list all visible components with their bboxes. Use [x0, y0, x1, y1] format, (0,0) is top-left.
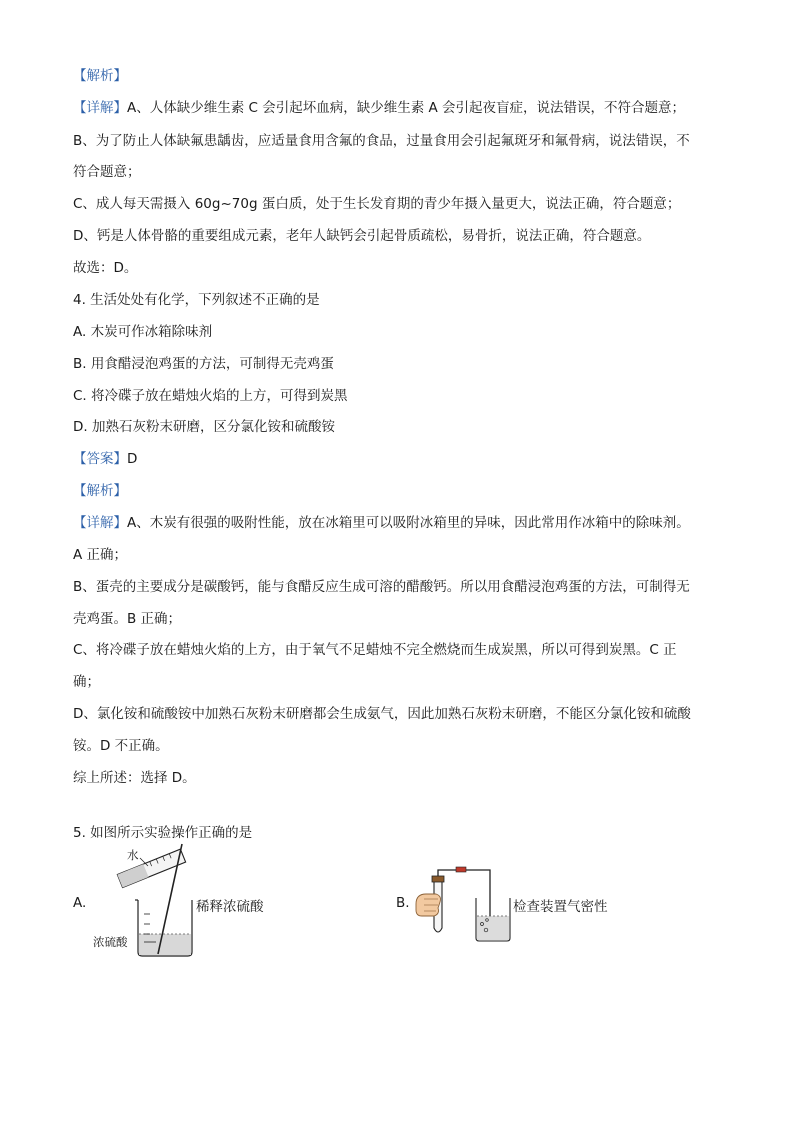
question-4-stem: 4. 生活处处有化学，下列叙述不正确的是 — [73, 292, 320, 308]
q4-detail-line-2: A 正确； — [73, 547, 128, 563]
question-4-option-c: C. 将冷碟子放在蜡烛火焰的上方，可得到炭黑 — [73, 388, 348, 404]
question-4-option-a: A. 木炭可作冰箱除味剂 — [73, 324, 213, 340]
option-b-caption: 检查装置气密性 — [513, 899, 608, 915]
q4-summary: 综上所述：选择 D。 — [73, 770, 196, 786]
q4-detail-line-1 — [73, 513, 690, 533]
analysis-heading-1: 【解析】 — [73, 68, 127, 84]
q4-detail-line-8: 铵。D 不正确。 — [73, 738, 169, 754]
question-5-stem: 5. 如图所示实验操作正确的是 — [73, 825, 253, 841]
q4-detail-line-7: D、氯化铵和硫酸铵中加熟石灰粉末研磨都会生成氨气，因此加熟石灰粉末研磨，不能区分氯化铵和硫酸 — [73, 706, 691, 722]
airtightness-figure — [412, 864, 512, 944]
detail-line-5: D、钙是人体骨骼的重要组成元素，老年人缺钙会引起骨质疏松，易骨折，说法正确，符合题意。 — [73, 228, 651, 244]
detail-line-1 — [73, 98, 685, 118]
detail-text: A、木炭有很强的吸附性能，放在冰箱里可以吸附冰箱里的异味，因此常用作冰箱中的除味剂。 — [127, 515, 690, 531]
q4-detail-line-5: C、将冷碟子放在蜡烛火焰的上方，由于氧气不足蜡烛不完全燃烧而生成炭黑，所以可得到炭黑。C 正 — [73, 642, 677, 658]
rubber-joint-icon — [456, 867, 466, 872]
detail-line-2: B、为了防止人体缺氟患龋齿，应适量食用含氟的食品，过量食用会引起氟斑牙和氟骨病，说法错误，不 — [73, 133, 690, 149]
detail-tag: 【详解】 — [73, 100, 127, 116]
detail-tag: 【详解】 — [73, 515, 127, 531]
q4-detail-line-6: 确； — [73, 674, 100, 690]
choice-conclusion: 故选：D。 — [73, 260, 138, 276]
water-label: 水 — [127, 848, 139, 862]
q4-detail-line-3: B、蛋壳的主要成分是碳酸钙，能与食醋反应生成可溶的醋酸钙。所以用食醋浸泡鸡蛋的方法，可制得无 — [73, 579, 690, 595]
question-4-option-d: D. 加熟石灰粉末研磨，区分氯化铵和硫酸铵 — [73, 419, 335, 435]
stopper-icon — [432, 876, 444, 882]
answer-value: D — [127, 451, 138, 467]
question-4-option-b: B. 用食醋浸泡鸡蛋的方法，可制得无壳鸡蛋 — [73, 356, 334, 372]
acid-label: 浓硫酸 — [93, 935, 128, 949]
detail-line-4: C、成人每天需摄入 60g~70g 蛋白质，处于生长发育期的青少年摄入量更大，说法正确，符合题意； — [73, 196, 681, 212]
q4-detail-line-4: 壳鸡蛋。B 正确； — [73, 611, 182, 627]
acid-liquid-icon — [139, 934, 191, 955]
question-4-answer — [73, 449, 137, 469]
option-a-caption: 稀释浓硫酸 — [196, 899, 264, 915]
question-5-option-b-letter: B. — [396, 895, 410, 911]
water-icon — [477, 916, 509, 940]
analysis-heading-2: 【解析】 — [73, 483, 127, 499]
airtightness-diagram — [412, 864, 512, 944]
answer-tag: 【答案】 — [73, 451, 127, 467]
detail-line-3: 符合题意； — [73, 164, 141, 180]
detail-text: A、人体缺少维生素 C 会引起坏血病，缺少维生素 A 会引起夜盲症，说法错误，不符合题意； — [127, 100, 686, 116]
question-5-option-a-letter: A. — [73, 895, 87, 911]
